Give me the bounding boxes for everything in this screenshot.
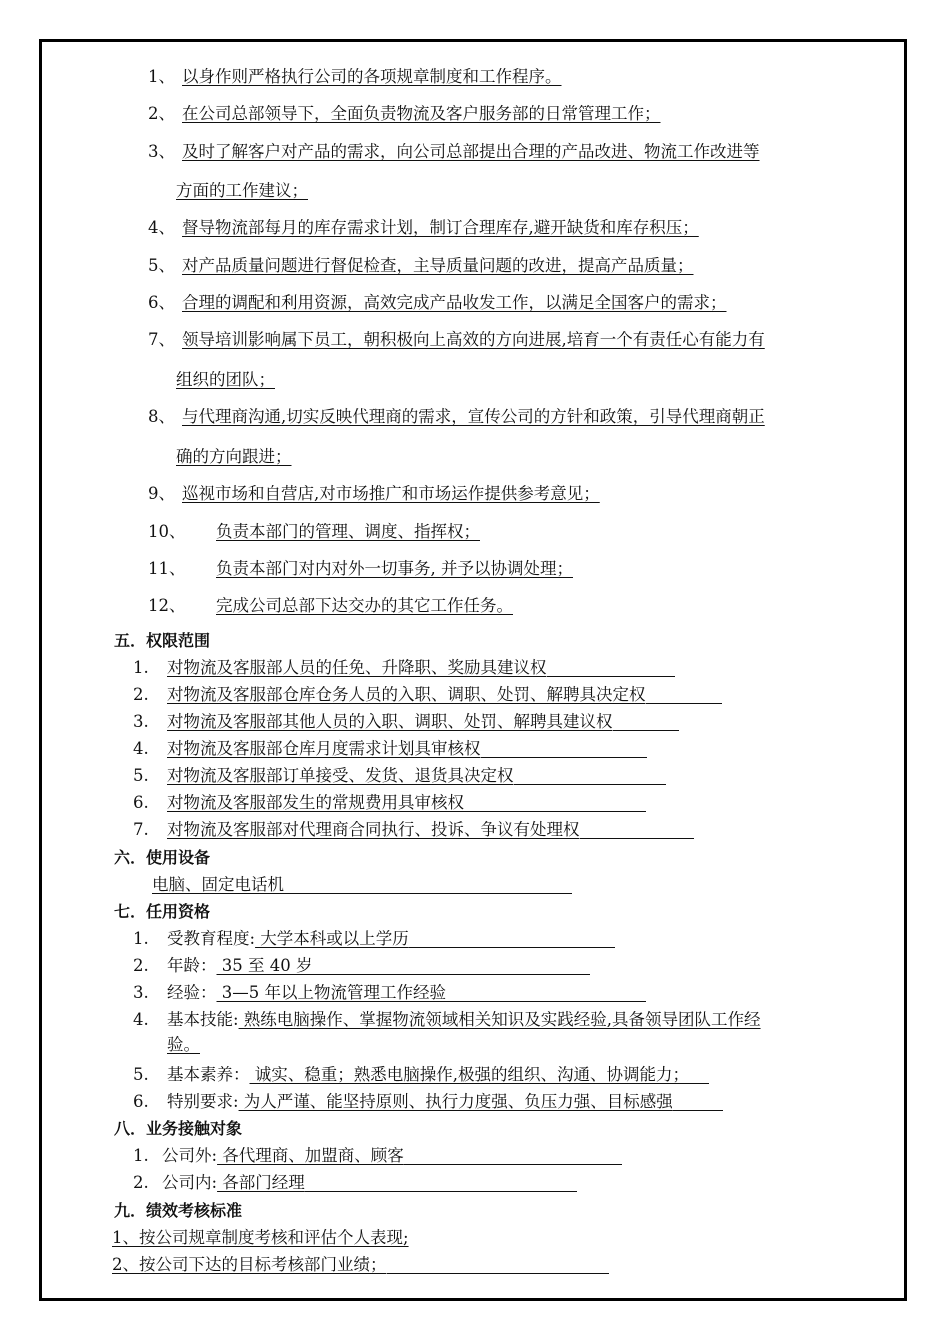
qualification-number: 2.: [133, 956, 149, 975]
duty-number: 9、: [148, 484, 175, 503]
qualification-item: 受教育程度: 大学本科或以上学历: [167, 928, 615, 950]
permission-number: 7.: [133, 820, 149, 839]
duty-text: 及时了解客户对产品的需求，向公司总部提出合理的产品改进、物流工作改进等: [182, 142, 760, 161]
qualification-item: 基本技能: 熟练电脑操作、掌握物流领域相关知识及实践经验,具备领导团队工作经: [167, 1010, 761, 1029]
duty-text-continued: 确的方向跟进；: [176, 447, 292, 466]
contact-number: 1.: [133, 1146, 149, 1165]
duty-text: 领导培训影响属下员工，朝积极向上高效的方向进展,培育一个有责任心有能力有: [182, 330, 765, 349]
duty-number: 11、: [148, 559, 186, 578]
duty-text: 在公司总部领导下，全面负责物流及客户服务部的日常管理工作；: [182, 104, 661, 123]
qualification-number: 3.: [133, 983, 149, 1002]
section-heading-contacts: 八．业务接触对象: [114, 1119, 243, 1138]
permission-number: 4.: [133, 739, 149, 758]
section-heading-equipment: 六．使用设备: [114, 848, 211, 867]
duty-number: 2、: [148, 104, 175, 123]
duty-text: 合理的调配和利用资源，高效完成产品收发工作，以满足全国客户的需求；: [182, 293, 727, 312]
duty-number: 3、: [148, 142, 175, 161]
duty-number: 5、: [148, 256, 175, 275]
permission-item: 对物流及客服部发生的常规费用具审核权: [167, 792, 646, 814]
permission-item: 对物流及客服部仓库月度需求计划具审核权: [167, 738, 647, 760]
permission-number: 2.: [133, 685, 149, 704]
qualification-item: 年龄： 35 至 40 岁: [167, 955, 590, 977]
duty-text: 负责本部门对内对外一切事务, 并予以协调处理；: [216, 559, 573, 578]
duty-number: 4、: [148, 218, 175, 237]
duty-number: 8、: [148, 407, 175, 426]
performance-item: 2、按公司下达的目标考核部门业绩；: [112, 1254, 609, 1276]
duty-number: 10、: [148, 522, 186, 541]
permission-item: 对物流及客服部订单接受、发货、退货具决定权: [167, 765, 666, 787]
duty-text: 以身作则严格执行公司的各项规章制度和工作程序。: [182, 67, 562, 86]
duty-number: 7、: [148, 330, 175, 349]
section-heading-permissions: 五．权限范围: [114, 631, 211, 650]
duty-text-continued: 组织的团队；: [176, 370, 275, 389]
permission-number: 1.: [133, 658, 149, 677]
duty-text: 巡视市场和自营店,对市场推广和市场运作提供参考意见；: [182, 484, 600, 503]
permission-number: 6.: [133, 793, 149, 812]
qualification-item: 经验： 3—5 年以上物流管理工作经验: [167, 982, 646, 1004]
equipment-text: 电脑、固定电话机: [152, 874, 572, 896]
contact-number: 2.: [133, 1173, 149, 1192]
qualification-number: 5.: [133, 1065, 149, 1084]
qualification-item: 基本素养： 诚实、稳重；熟悉电脑操作,极强的组织、沟通、协调能力；: [167, 1064, 709, 1086]
qualification-number: 6.: [133, 1092, 149, 1111]
permission-item: 对物流及客服部对代理商合同执行、投诉、争议有处理权: [167, 819, 694, 841]
contact-item: 公司内: 各部门经理: [162, 1172, 577, 1194]
permission-item: 对物流及客服部人员的任免、升降职、奖励具建议权: [167, 657, 675, 679]
duty-number: 6、: [148, 293, 175, 312]
qualification-number: 1.: [133, 929, 149, 948]
duty-text: 完成公司总部下达交办的其它工作任务。: [216, 596, 513, 615]
section-heading-performance: 九．绩效考核标准: [114, 1201, 243, 1220]
permission-number: 3.: [133, 712, 149, 731]
permission-item: 对物流及客服部仓库仓务人员的入职、调职、处罚、解聘具决定权: [167, 684, 722, 706]
performance-item: 1、按公司规章制度考核和评估个人表现;: [112, 1228, 409, 1247]
qualification-number: 4.: [133, 1010, 149, 1029]
contact-item: 公司外: 各代理商、加盟商、顾客: [162, 1145, 622, 1167]
duty-text-continued: 方面的工作建议；: [176, 181, 308, 200]
duty-number: 1、: [148, 67, 175, 86]
duty-text: 与代理商沟通,切实反映代理商的需求，宣传公司的方针和政策，引导代理商朝正: [182, 407, 765, 426]
permission-number: 5.: [133, 766, 149, 785]
qualification-item: 特别要求: 为人严谨、能坚持原则、执行力度强、负压力强、目标感强: [167, 1091, 723, 1113]
duty-text: 对产品质量问题进行督促检查，主导质量问题的改进，提高产品质量；: [182, 256, 694, 275]
duty-text: 负责本部门的管理、调度、指挥权；: [216, 522, 480, 541]
permission-item: 对物流及客服部其他人员的入职、调职、处罚、解聘具建议权: [167, 711, 679, 733]
qualification-item-continued: 验。: [167, 1035, 200, 1054]
section-heading-qualifications: 七．任用资格: [114, 902, 211, 921]
duty-number: 12、: [148, 596, 186, 615]
duty-text: 督导物流部每月的库存需求计划，制订合理库存,避开缺货和库存积压；: [182, 218, 699, 237]
